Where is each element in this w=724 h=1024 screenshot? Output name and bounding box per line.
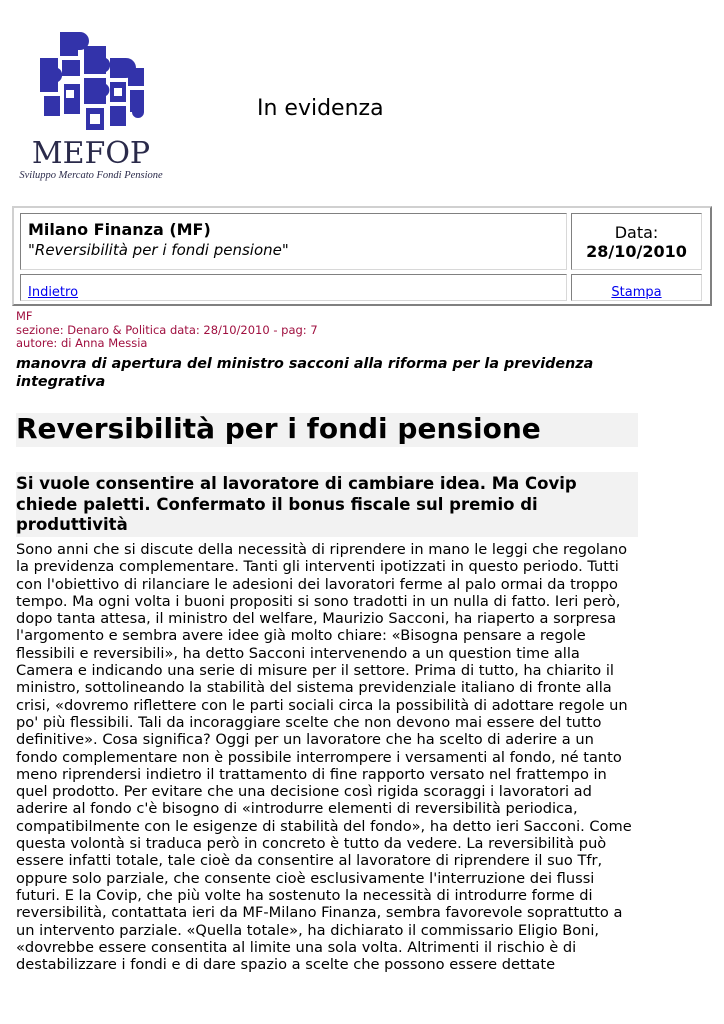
article-title-quoted [28, 240, 559, 260]
source-cell [20, 213, 567, 270]
body-line: compatibilmente con le esigenze di stabilità del fondo», ha detto ieri Sacconi. Come [16, 817, 632, 835]
date-cell [571, 213, 702, 270]
article-kicker [16, 355, 636, 391]
page-heading: In evidenza [257, 96, 384, 121]
body-line: «dovrebbe essere consentita al limite una sola volta. Altrimenti il rischio è di [16, 938, 577, 956]
print-cell [571, 274, 702, 301]
body-line: la previdenza complementare. Tanti gli interventi ipotizzati in questo periodo. Tutti [16, 558, 619, 576]
body-line: aderire al fondo c'è bisogno di «introdurre elementi di reversibilità periodica, [16, 800, 578, 818]
source-name: Milano Finanza (MF) [28, 220, 211, 239]
kicker-line: manovra di apertura del ministro sacconi alla riforma per la previdenza [16, 356, 594, 372]
body-line: essere infatti totale, tale cioè da consentire al lavoratore di riprendere il suo Tfr, [16, 852, 603, 870]
article-body [16, 541, 656, 973]
subhead-line: Si vuole consentire al lavoratore di cambiare idea. Ma Covip [16, 474, 577, 493]
body-line: dopo tanta attesa, il ministro del welfare, Maurizio Sacconi, ha riaperto a sorpresa [16, 610, 617, 628]
back-link[interactable]: Indietro [28, 285, 79, 300]
logo-tagline: Sviluppo Mercato Fondi Pensione [19, 170, 163, 181]
article-meta [16, 310, 318, 351]
body-line: ministro, sottolineando la stabilità del sistema previdenziale italiano di fronte alla [16, 679, 612, 697]
mefop-logo [10, 28, 172, 183]
body-line: quel prodotto. Per evitare che una decisione così rigida scoraggi i lavoratori ad [16, 783, 592, 801]
body-line: po' più flessibili. Tali da incoraggiare scelte che non devono mai essere del tutto [16, 713, 602, 731]
date-value: 28/10/2010 [586, 242, 687, 261]
body-line: meno riprendersi indietro il trattamento di fine rapporto versato nel frattempo in [16, 765, 607, 783]
body-line: tempo. Ma ogni volta i buoni propositi si sono tradotti in un nulla di fatto. Ieri però, [16, 592, 621, 610]
article-headline: Reversibilità per i fondi pensione [16, 412, 541, 445]
article-title-italic: Reversibilità per i fondi pensione [34, 241, 282, 259]
body-line: definitive». Cosa significa? Oggi per un lavoratore che ha scelto di aderire a un [16, 731, 594, 749]
date-label: Data: [614, 223, 659, 242]
body-line: oppure solo parziale, che consente cioè esclusivamente l'interruzione dei flussi [16, 869, 595, 887]
meta-publication: MF [16, 309, 33, 323]
article-subhead [16, 474, 616, 536]
meta-section: sezione: Denaro & Politica data: 28/10/2010 - pag: 7 [16, 322, 318, 337]
mefop-logo-mark-icon [38, 28, 146, 136]
body-line: con l'obiettivo di rilanciare le adesioni dei lavoratori ferme al palo ormai da troppo [16, 575, 618, 593]
body-line: destabilizzare i fondi e di dare spazio a scelte che possono essere dettate [16, 956, 556, 974]
subhead-line: chiede paletti. Confermato il bonus fiscale sul premio di [16, 494, 538, 514]
subhead-line: produttività [16, 515, 128, 534]
article-header-table [12, 206, 712, 306]
body-line: Sono anni che si discute della necessità di riprendere in mano le leggi che regolano [16, 541, 628, 558]
body-line: fondo complementare non è possibile interrompere i versamenti al fondo, né tanto [16, 748, 622, 766]
body-line: flessibili e reversibili», ha detto Sacconi intervenendo a un question time alla [16, 644, 580, 662]
print-link[interactable]: Stampa [611, 285, 662, 300]
body-line: questa volontà si traduca però in concreto è tutto da vedere. La reversibilità può [16, 835, 607, 853]
logo-wordmark: MEFOP [31, 136, 151, 171]
title-close-quote: " [281, 241, 289, 259]
body-line: futuri. E la Covip, che più volte ha sostenuto la necessità di introdurre forme di [16, 886, 593, 904]
title-open-quote: " [28, 241, 35, 259]
body-line: un intervento parziale. «Quella totale», ha dichiarato il commissario Eligio Boni, [16, 921, 600, 939]
back-cell [20, 274, 567, 301]
body-line: crisi, «dovremo riflettere con le parti sociali circa la possibilità di adottare regole un [16, 696, 628, 714]
meta-author: autore: di Anna Messia [16, 336, 148, 350]
body-line: reversibilità, contattata ieri da MF-Milano Finanza, sembra favorevole soprattutto a [16, 904, 623, 922]
kicker-line: integrativa [16, 374, 106, 390]
body-line: Camera e indicando una serie di misure per il settore. Prima di tutto, ha chiarito il [16, 662, 614, 680]
body-line: l'argomento e sembra avere idee già molto chiare: «Bisogna pensare a regole [16, 627, 586, 645]
